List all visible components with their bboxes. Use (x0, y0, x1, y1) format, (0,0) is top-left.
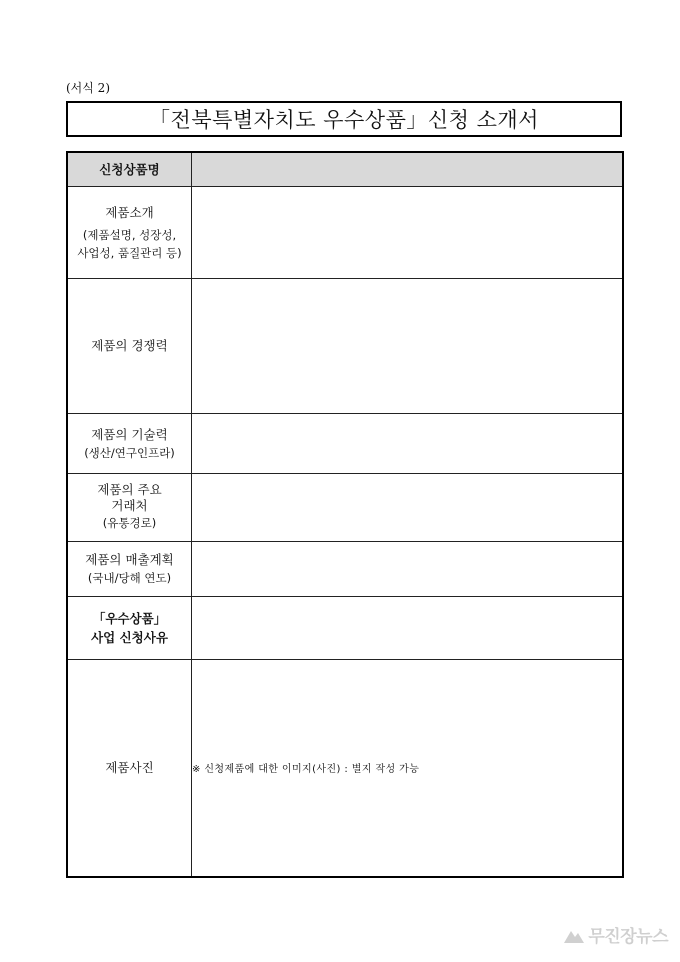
mountain-logo-icon (564, 926, 584, 944)
table-row (67, 659, 623, 877)
competitiveness-field[interactable] (192, 278, 624, 413)
table-row (67, 413, 623, 473)
table-row (67, 473, 623, 541)
table-row (67, 186, 623, 278)
technology-field[interactable] (192, 413, 624, 473)
main-clients-field[interactable] (192, 473, 624, 541)
label-product-intro: 제품소개 (제품설명, 성장성, 사업성, 품질관리 등) (67, 186, 192, 278)
label-product-name: 신청상품명 (67, 152, 192, 186)
table-row (67, 278, 623, 413)
photo-note: ※ 신청제품에 대한 이미지(사진) : 별지 작성 가능 (192, 764, 420, 776)
product-intro-field[interactable] (192, 186, 624, 278)
application-form-table (66, 151, 624, 878)
label-sales-plan: 제품의 매출계획 (국내/당해 연도) (67, 541, 192, 596)
label-technology: 제품의 기술력 (생산/연구인프라) (67, 413, 192, 473)
table-row (67, 152, 623, 186)
form-title: 「전북특별자치도 우수상품」신청 소개서 (66, 101, 622, 137)
product-photo-field[interactable] (192, 659, 624, 877)
watermark-text: 무진장뉴스 (588, 927, 668, 947)
sales-plan-field[interactable] (192, 541, 624, 596)
label-application-reason: 「우수상품」 사업 신청사유 (67, 596, 192, 659)
label-main-clients: 제품의 주요 거래처 (유통경로) (67, 473, 192, 541)
label-competitiveness: 제품의 경쟁력 (67, 278, 192, 413)
watermark (564, 922, 668, 947)
product-name-field[interactable] (192, 152, 624, 186)
form-number: (서식 2) (66, 81, 110, 95)
label-product-photo: 제품사진 (67, 659, 192, 877)
table-row (67, 541, 623, 596)
table-row (67, 596, 623, 659)
application-reason-field[interactable] (192, 596, 624, 659)
